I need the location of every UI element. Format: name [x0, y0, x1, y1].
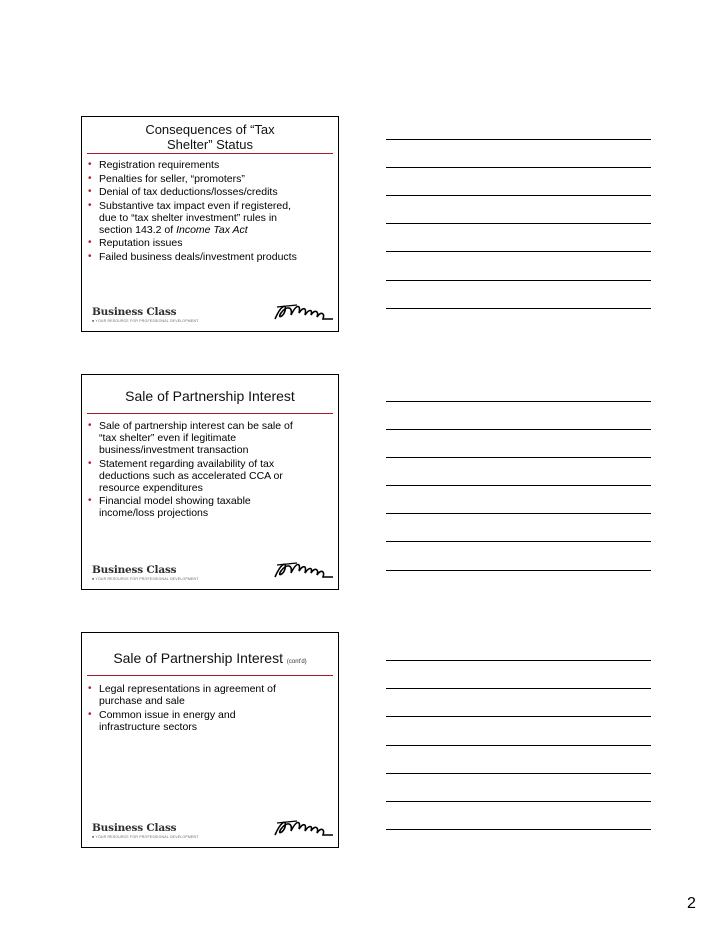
note-line — [386, 195, 651, 196]
note-line — [386, 308, 651, 309]
list-item: • Financial model showing taxable income/loss projections — [88, 495, 251, 519]
note-line — [386, 280, 651, 281]
note-line — [386, 167, 651, 168]
note-line — [386, 773, 651, 774]
contd-suffix: (cont'd) — [286, 659, 307, 665]
slide-title: Sale of Partnership Interest (cont'd) — [113, 650, 307, 666]
note-line — [386, 745, 651, 746]
slide-title: Sale of Partnership Interest — [125, 388, 295, 404]
slide-title: Consequences of “Tax Shelter” Status — [145, 122, 275, 152]
slide-2 — [81, 374, 339, 590]
list-item: • Substantive tax impact even if registered, due to “tax shelter investment” rules in section 143.2 of Income Tax Act — [88, 199, 292, 236]
business-class-logo: Business Class ■ YOUR RESOURCE FOR PROFESSIONAL DEVELOPMENT — [92, 306, 199, 323]
bullet-list — [88, 159, 334, 264]
italic-act-name: Income Tax Act — [176, 223, 248, 236]
bullet-icon: • — [88, 420, 92, 431]
note-line — [386, 829, 651, 830]
page-number: 2 — [687, 895, 696, 912]
list-item: • Failed business deals/investment products — [88, 250, 297, 263]
note-line — [386, 716, 651, 717]
bullet-list — [88, 683, 334, 734]
blakes-signature-logo — [271, 555, 335, 583]
note-line — [386, 457, 651, 458]
note-line — [386, 429, 651, 430]
note-line — [386, 139, 651, 140]
bullet-icon: • — [88, 683, 92, 694]
bullet-icon: • — [88, 159, 92, 170]
list-item: • Registration requirements — [88, 159, 220, 171]
list-item: • Penalties for seller, “promoters” — [88, 172, 245, 185]
note-line — [386, 223, 651, 224]
list-item: • Denial of tax deductions/losses/credits — [88, 186, 278, 198]
title-divider — [87, 153, 333, 154]
note-line — [386, 485, 651, 486]
bullet-icon: • — [88, 457, 92, 469]
bullet-icon: • — [88, 172, 92, 184]
bullet-icon: • — [88, 186, 92, 197]
title-divider — [87, 413, 333, 414]
bullet-icon: • — [88, 250, 92, 262]
note-line — [386, 570, 651, 571]
slide-1 — [81, 116, 339, 332]
business-class-logo: Business Class ■ YOUR RESOURCE FOR PROFESSIONAL DEVELOPMENT — [92, 564, 199, 581]
business-class-logo: Business Class ■ YOUR RESOURCE FOR PROFESSIONAL DEVELOPMENT — [92, 822, 199, 839]
bullet-icon: • — [88, 708, 92, 720]
list-item: • Statement regarding availability of tax deductions such as accelerated CCA or resource expenditures — [88, 457, 283, 494]
note-line — [386, 660, 651, 661]
note-line — [386, 513, 651, 514]
blakes-signature-logo — [271, 813, 335, 841]
blakes-signature-logo — [271, 297, 335, 325]
slide-3 — [81, 632, 339, 848]
note-line — [386, 688, 651, 689]
note-line — [386, 541, 651, 542]
title-divider — [87, 675, 333, 676]
list-item: • Sale of partnership interest can be sale of “tax shelter” even if legitimate business/investment transaction — [88, 420, 293, 456]
list-item: • Legal representations in agreement of purchase and sale — [88, 683, 276, 707]
bullet-icon: • — [88, 199, 92, 211]
note-line — [386, 401, 651, 402]
bullet-icon: • — [88, 237, 92, 248]
list-item: • Common issue in energy and infrastructure sectors — [88, 708, 236, 733]
list-item: • Reputation issues — [88, 237, 183, 249]
note-line — [386, 251, 651, 252]
note-line — [386, 801, 651, 802]
bullet-icon: • — [88, 495, 92, 506]
bullet-list — [88, 420, 334, 521]
